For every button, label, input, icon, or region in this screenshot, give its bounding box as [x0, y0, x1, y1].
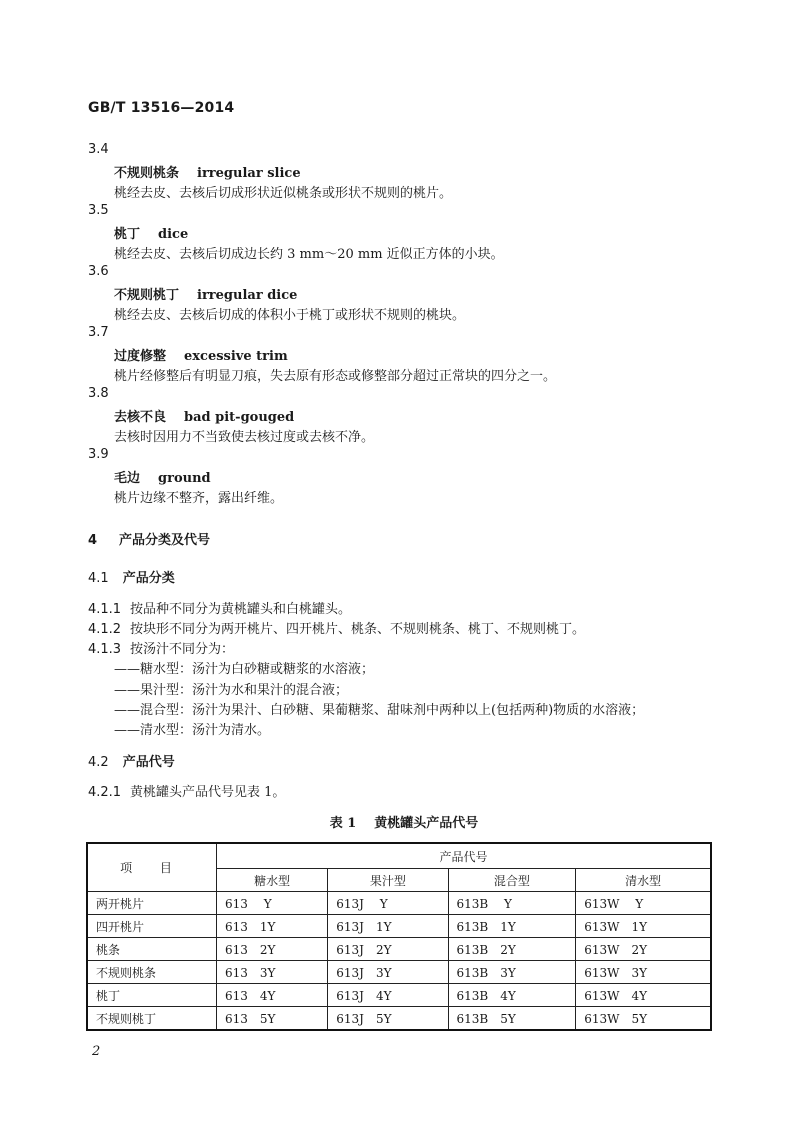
term-zh: 不规则桃条: [114, 166, 180, 181]
product-code-table: [86, 842, 712, 1031]
table-cell: 613 4Y: [217, 984, 328, 1007]
row-label: 四开桃片: [87, 915, 217, 938]
table-cell: 613 5Y: [217, 1007, 328, 1031]
table-cell: 613 Y: [217, 892, 328, 915]
table-header-cell: 混合型: [448, 869, 576, 892]
term-number: 3.8: [88, 386, 109, 401]
clause-number: 4.1.1: [88, 602, 122, 617]
table-header-group: 产品代号: [217, 843, 712, 869]
table-cell: 613B Y: [448, 892, 576, 915]
clause-number: 4.2.1: [88, 785, 122, 800]
table-row: [87, 938, 711, 961]
table-cell: 613J 2Y: [328, 938, 448, 961]
subsection-heading: [88, 567, 175, 586]
term-title: [114, 467, 211, 486]
table-cell: 613B 2Y: [448, 938, 576, 961]
clause-number: 4.1.2: [88, 622, 122, 637]
term-zh: 去核不良: [114, 410, 167, 425]
term-en: irregular slice: [197, 166, 301, 181]
page-number: 2: [92, 1044, 101, 1059]
table-cell: 613B 3Y: [448, 961, 576, 984]
table-cell: 613W 5Y: [576, 1007, 711, 1031]
term-definition: 桃片边缘不整齐，露出纤维。: [114, 491, 284, 506]
list-item: ——清水型：汤汁为清水。: [114, 723, 271, 738]
term-en: dice: [158, 227, 189, 242]
term-number: 3.4: [88, 142, 109, 157]
term-zh: 不规则桃丁: [114, 288, 180, 303]
term-number: 3.9: [88, 447, 109, 462]
standard-id-header: GB/T 13516—2014: [88, 100, 235, 116]
table-cell: 613J 5Y: [328, 1007, 448, 1031]
row-label: 不规则桃丁: [87, 1007, 217, 1031]
table-cell: 613B 4Y: [448, 984, 576, 1007]
table-header-cell: 清水型: [576, 869, 711, 892]
term-title: [114, 162, 301, 181]
table-cell: 613 2Y: [217, 938, 328, 961]
table-header-cell: 糖水型: [217, 869, 328, 892]
term-number: 3.5: [88, 203, 109, 218]
clause-text: 按块形不同分为两开桃片、四开桃片、桃条、不规则桃条、桃丁、不规则桃丁。: [130, 622, 586, 637]
table-row: [87, 984, 711, 1007]
table-cell: 613W 1Y: [576, 915, 711, 938]
table-cell: 613W Y: [576, 892, 711, 915]
table-cell: 613J 3Y: [328, 961, 448, 984]
table-row: [87, 1007, 711, 1031]
table-cell: 613 3Y: [217, 961, 328, 984]
row-label: 桃丁: [87, 984, 217, 1007]
subsection-number: 4.1: [88, 571, 109, 586]
section-heading: [88, 529, 210, 548]
clause-paragraph: [88, 618, 585, 637]
term-zh: 桃丁: [114, 227, 141, 242]
term-en: bad pit-gouged: [184, 410, 295, 425]
table-caption-number: 表 1: [329, 816, 357, 831]
row-label: 不规则桃条: [87, 961, 217, 984]
term-definition: 桃经去皮、去核后切成的体积小于桃丁或形状不规则的桃块。: [114, 308, 466, 323]
table-caption-title: 黄桃罐头产品代号: [374, 816, 479, 831]
term-definition: 桃经去皮、去核后切成形状近似桃条或形状不规则的桃片。: [114, 186, 453, 201]
list-item: ——混合型：汤汁为果汁、白砂糖、果葡糖浆、甜味剂中两种以上(包括两种)物质的水溶液；: [114, 703, 645, 718]
table-caption: [0, 812, 808, 831]
term-en: irregular dice: [197, 288, 298, 303]
term-en: excessive trim: [184, 349, 288, 364]
table-row: [87, 915, 711, 938]
clause-paragraph: [88, 781, 285, 800]
subsection-title: 产品分类: [122, 571, 175, 586]
table-row: [87, 961, 711, 984]
row-label: 两开桃片: [87, 892, 217, 915]
subsection-title: 产品代号: [122, 755, 175, 770]
term-number: 3.7: [88, 325, 109, 340]
clause-paragraph: [88, 598, 351, 617]
table-cell: 613W 3Y: [576, 961, 711, 984]
term-zh: 毛边: [114, 471, 141, 486]
clause-text: 黄桃罐头产品代号见表 1。: [130, 785, 286, 800]
table-header-cell: 果汁型: [328, 869, 448, 892]
list-item: ——糖水型：汤汁为白砂糖或糖浆的水溶液；: [114, 662, 375, 677]
term-title: [114, 284, 297, 303]
list-item: ——果汁型：汤汁为水和果汁的混合液；: [114, 683, 349, 698]
term-title: [114, 345, 288, 364]
term-title: [114, 223, 188, 242]
section-title: 产品分类及代号: [119, 533, 211, 548]
clause-text: 按汤汁不同分为：: [130, 642, 235, 657]
subsection-heading: [88, 751, 175, 770]
term-en: ground: [158, 471, 211, 486]
term-zh: 过度修整: [114, 349, 167, 364]
table-cell: 613B 1Y: [448, 915, 576, 938]
subsection-number: 4.2: [88, 755, 109, 770]
section-number: 4: [88, 533, 98, 548]
table-row: [87, 892, 711, 915]
table-cell: 613W 4Y: [576, 984, 711, 1007]
clause-paragraph: [88, 638, 234, 657]
term-definition: 去核时因用力不当致使去核过度或去核不净。: [114, 430, 375, 445]
table-cell: 613W 2Y: [576, 938, 711, 961]
row-label: 桃条: [87, 938, 217, 961]
term-definition: 桃经去皮、去核后切成边长约 3 mm～20 mm 近似正方体的小块。: [114, 247, 504, 262]
term-definition: 桃片经修整后有明显刀痕，失去原有形态或修整部分超过正常块的四分之一。: [114, 369, 557, 384]
clause-number: 4.1.3: [88, 642, 122, 657]
table-header-item: 项 目: [87, 843, 217, 892]
table-cell: 613B 5Y: [448, 1007, 576, 1031]
term-number: 3.6: [88, 264, 109, 279]
table-cell: 613J 1Y: [328, 915, 448, 938]
table-cell: 613J 4Y: [328, 984, 448, 1007]
clause-text: 按品种不同分为黄桃罐头和白桃罐头。: [130, 602, 352, 617]
table-cell: 613 1Y: [217, 915, 328, 938]
table-cell: 613J Y: [328, 892, 448, 915]
term-title: [114, 406, 294, 425]
